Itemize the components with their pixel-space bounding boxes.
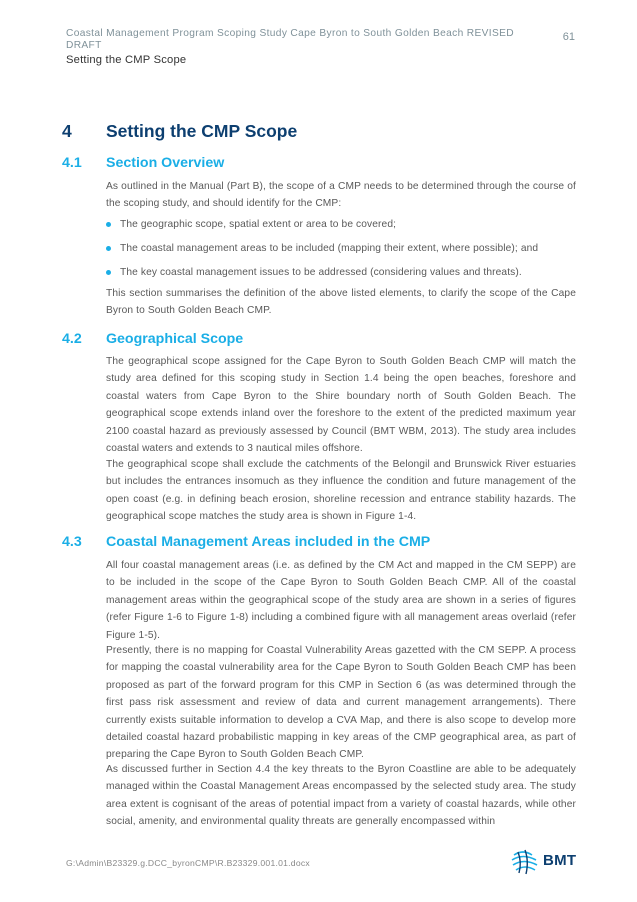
page-number: 61 [562, 31, 575, 43]
section-title: Geographical Scope [106, 331, 244, 347]
section-heading-4-1 [62, 155, 224, 171]
bullet-text: The coastal management areas to be included (mapping their extent, where possible); and [120, 243, 539, 254]
paragraph: The geographical scope shall exclude the catchments of the Belongil and Brunswick River estuaries but includes the entrances insomuch as they influence the condition and future management of the open coast (e.g. in defining beach erosion, shoreline recession and entrance stability hazards. The geographical scope matches the study area is shown in Figure 1-4. [106, 459, 576, 523]
bmt-logo-text: BMT [543, 852, 577, 869]
section-title: Section Overview [106, 155, 225, 171]
paragraph: All four coastal management areas (i.e. as defined by the CM Act and mapped in the CM SEPP) are to be included in the scope of the Cape Byron to South Golden Beach CMP. All of the coastal management areas within the geographical scope of the study area are shown in a series of figures (refer Figure 1-6 to Figure 1-8) including a combined figure with all management areas overlaid (refer Figure 1-5). [106, 560, 576, 641]
section-number: 4.2 [62, 331, 82, 347]
running-header-section: Setting the CMP Scope [66, 54, 187, 66]
section-number: 4.1 [62, 155, 82, 171]
bullet-dot-icon [106, 270, 111, 275]
bullet-dot-icon [106, 222, 111, 227]
chapter-number: 4 [62, 121, 72, 141]
bullet-text: The key coastal management issues to be addressed (considering values and threats). [120, 267, 522, 278]
paragraph: This section summarises the definition of the above listed elements, to clarify the scope of the Cape Byron to South Golden Beach CMP. [106, 288, 576, 317]
bullet-dot-icon [106, 246, 111, 251]
section-title: Coastal Management Areas included in the CMP [106, 534, 431, 550]
chapter-heading [62, 121, 297, 142]
bullet-text: The geographic scope, spatial extent or area to be covered; [120, 219, 397, 230]
section-heading-4-2 [62, 331, 243, 347]
chapter-title: Setting the CMP Scope [106, 121, 298, 141]
paragraph: The geographical scope assigned for the Cape Byron to South Golden Beach CMP will match the study area defined for this scoping study in Section 1.4 being the open beaches, foreshore and coastal waters from Cape Byron to the Shire boundary north of South Golden Beach. The geographical scope extends inland over the foreshore to the extent of the predicted maximum year 2100 coastal hazard as previously assessed by Council (BMT WBM, 2013). The study area includes coastal waters and extends to 3 nautical miles offshore. [106, 356, 576, 455]
paragraph: Presently, there is no mapping for Coastal Vulnerability Areas gazetted with the CM SEPP. A process for mapping the coastal vulnerability area for the Cape Byron to South Golden Beach CMP has been proposed as part of the forward program for this CMP in Section 6 (as was determined through the first pass risk assessment and review of data and current management arrangements). There currently exists suitable information to develop a CVA Map, and there is also scope to develop more detailed coastal hazard probabilistic mapping in key areas of the CMP geographical area, as part of preparing the Cape Byron to South Golden Beach CMP. [106, 645, 576, 761]
section-number: 4.3 [62, 534, 82, 550]
paragraph: As discussed further in Section 4.4 the key threats to the Byron Coastline are able to be adequately managed within the Coastal Management Areas encompassed by the selected study area. The study area extent is cognisant of the areas of potential impact from a variety of coastal hazards, while other social, amenity, and environmental quality threats are generally encompassed within [106, 764, 576, 828]
paragraph: As outlined in the Manual (Part B), the scope of a CMP needs to be determined through the course of the scoping study, and should identify for the CMP: [106, 181, 576, 210]
running-header-title: Coastal Management Program Scoping Study Cape Byron to South Golden Beach REVISED DRAFT [66, 28, 514, 51]
footer-file-path: G:\Admin\B23329.g.DCC_byronCMP\R.B23329.001.01.docx [66, 858, 310, 868]
section-heading-4-3 [62, 534, 430, 550]
